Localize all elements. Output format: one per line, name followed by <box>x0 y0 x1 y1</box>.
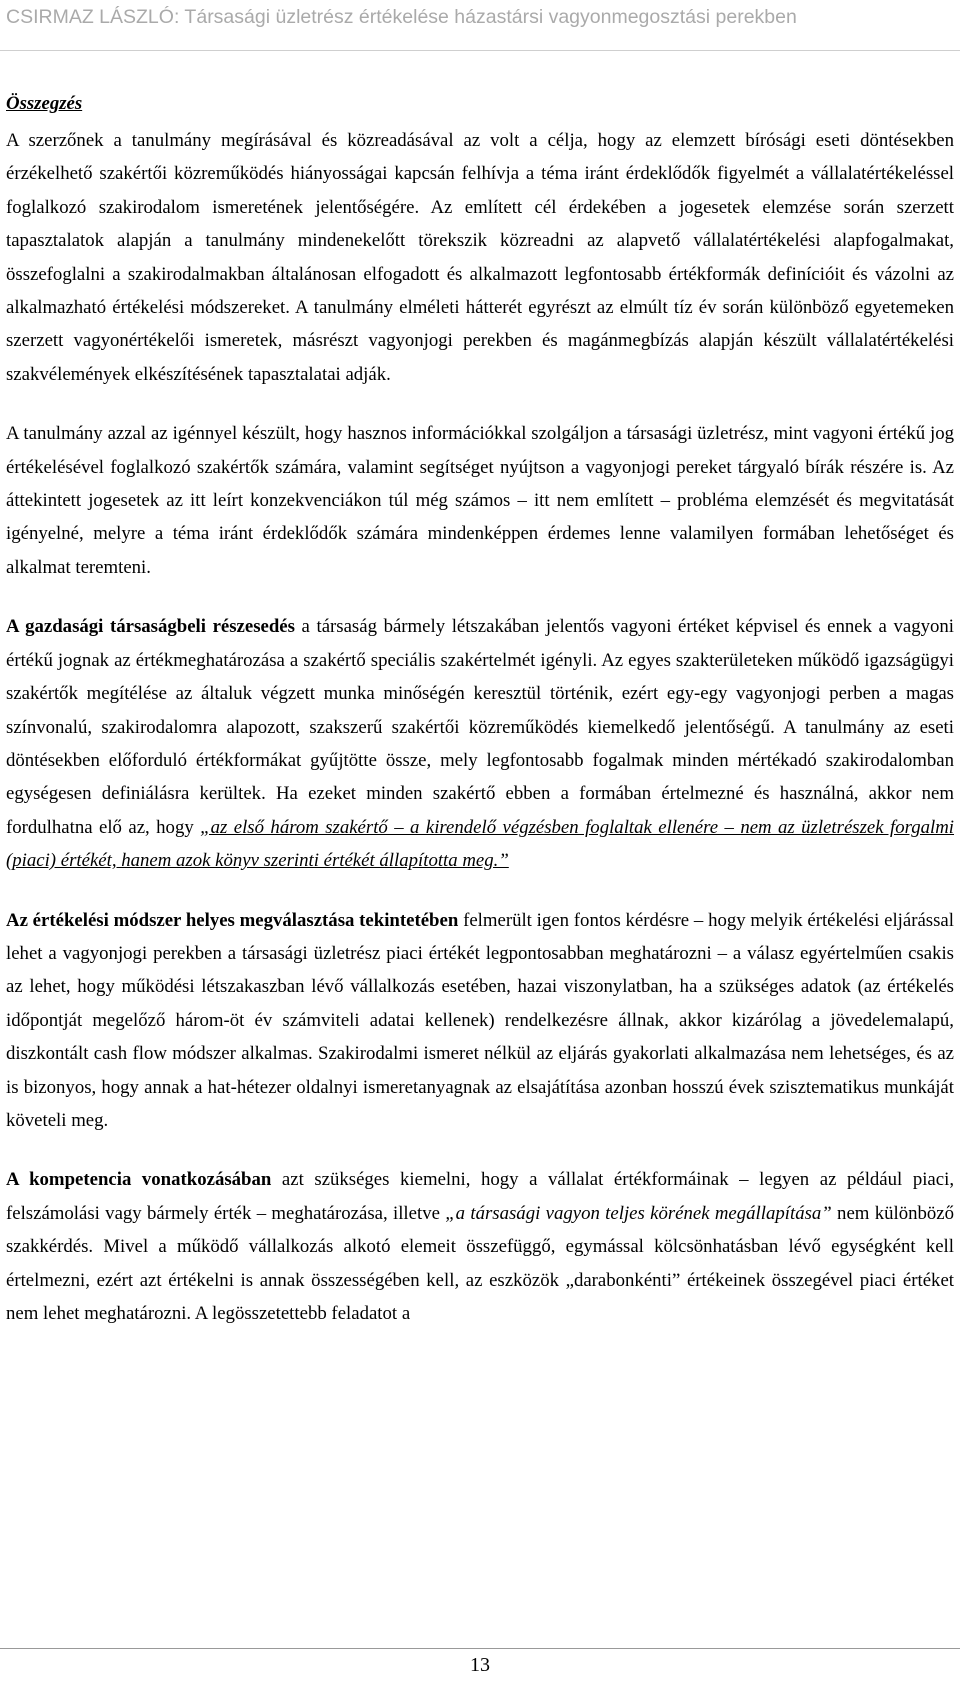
paragraph-1-text: A szerzőnek a tanulmány megírásával és közreadásával az volt a célja, hogy az elemzett bírósági eseti döntésekben érzékelhető szakértői közreműködés hiányosságai kapcsán felhívja a téma iránt érdeklődők figyelmét a vállalatértékeléssel foglalkozó szakirodalom ismeretének jelentőségére. Az említett cél érdekében a jogesetek elemzése során szerzett tapasztalatok alapján a tanulmány mindenekelőtt törekszik közreadni az alapvető vállalatértékelési alapfogalmakat, összefoglalni a szakirodalmakban általánosan elfogadott és alkalmazott legfontosabb értékformák definícióit és vázolni az alkalmazható értékelési módszereket. A tanulmány elméleti hátterét egyrészt az elmúlt tíz év során különböző egyetemeken szerzett vagyonértékelői ismeretek, másrészt vagyonjogi perekben és magánmegbízás alapján készült vállalatértékelési szakvélemények elkészítésének tapasztalatai adják. <box>6 130 954 385</box>
paragraph-2-text: A tanulmány azzal az igénnyel készült, hogy hasznos információkkal szolgáljon a társasági üzletrész, mint vagyoni értékű jog értékelésével foglalkozó szakértők számára, valamint segítséget nyújtson a vagyonjogi pereket tárgyaló bírák részére is. Az áttekintett jogesetek az itt leírt konzekvenciákon túl még számos – itt nem említett – probléma elemzését és megvitatását igényelné, melyre a téma iránt érdeklődők számára mindenképpen érdemes lenne valamilyen formában lehetőséget és alkalmat teremteni. <box>6 423 954 578</box>
running-header: CSIRMAZ LÁSZLÓ: Társasági üzletrész értékelése házastársi vagyonmegosztási perekben <box>6 6 797 28</box>
paragraph-5-lead: A kompetencia vonatkozásában <box>6 1169 272 1191</box>
paragraph-4-text: felmerült igen fontos kérdésre – hogy melyik értékelési eljárással lehet a vagyonjogi perekben a társasági üzletrész piaci értékét legpontosabban meghatározni – a válasz egyértelműen csakis az lehet, hogy működési létszakaszban lévő vállalkozás esetében, hazai viszonylatban, ha a szükséges adatok (az értékelés időpontját megelőző három-öt év számviteli adatai kellenek) rendelkezésre állnak, akkor kizárólag a jövedelemalapú, diszkontált cash flow módszer alkalmas. Szakirodalmi ismeret nélkül az eljárás gyakorlati alkalmazása nem lehetséges, és az is bizonyos, hogy annak a hat-hétezer oldalnyi ismeretanyagnak az elsajátítása azonban hosszú évek szisztematikus munkáját követeli meg. <box>6 909 954 1131</box>
paragraph-3-quote: „az első három szakértő – a kirendelő végzésben foglaltak ellenére – nem az üzletrészek forgalmi (piaci) értékét, hanem azok könyv szerinti értékét állapította meg.” <box>6 816 955 872</box>
paragraph-5-quote: „a társasági vagyon teljes körének megállapítása” <box>445 1202 832 1224</box>
paragraph-5-text-b: nem különböző szakkérdés. Mivel a működő vállalkozás alkotó elemeit összefüggő, egymással kölcsönhatásban lévő egységként kell értelmezni, ezért azt értékelni is annak összességében kell, az eszközök „darabonkénti” értékeinek összegével piaci értéket nem lehet meghatározni. A legösszetettebb feladatot a <box>6 1202 954 1324</box>
paragraph-4 <box>6 904 954 1138</box>
paragraph-4-lead: Az értékelési módszer helyes megválasztása tekintetében <box>6 909 459 931</box>
page-content <box>6 87 954 1356</box>
paragraph-5 <box>6 1163 954 1330</box>
footer-divider <box>0 1648 960 1649</box>
section-title: Összegzés <box>6 93 83 114</box>
paragraph-2 <box>6 417 954 584</box>
paragraph-3-lead: A gazdasági társaságbeli részesedés <box>6 616 295 638</box>
paragraph-3-text: a társaság bármely létszakában jelentős vagyoni értéket képvisel és ennek a vagyoni értékű jognak az értékmeghatározása a szakértő speciális szakértelmét igényli. Az egyes szakterületeken működő igazságügyi szakértők megítélése az általuk végzett munka minőségén keresztül történik, ezért egy-egy vagyonjogi perben a magas színvonalú, szakirodalomra alapozott, szakszerű szakértői közreműködés kiemelkedő jelentőségű. A tanulmány az eseti döntésekben előforduló értékformákat gyűjtötte össze, mely legfontosabb fogalmak minden mértékadó szakirodalomban egységesen definiálásra kerültek. Ha ezeket minden szakértő ebben a formában értelmezné és használná, akkor nem fordulhatna elő az, hogy <box>6 616 954 838</box>
paragraph-5-text-a: azt szükséges kiemelni, hogy a vállalat értékformáinak – legyen az például piaci, felszámolási vagy bármely érték – meghatározása, illetve <box>6 1169 955 1224</box>
paragraph-1 <box>6 124 954 391</box>
header-divider <box>0 50 960 51</box>
page-number: 13 <box>470 1654 490 1676</box>
paragraph-3 <box>6 610 954 877</box>
